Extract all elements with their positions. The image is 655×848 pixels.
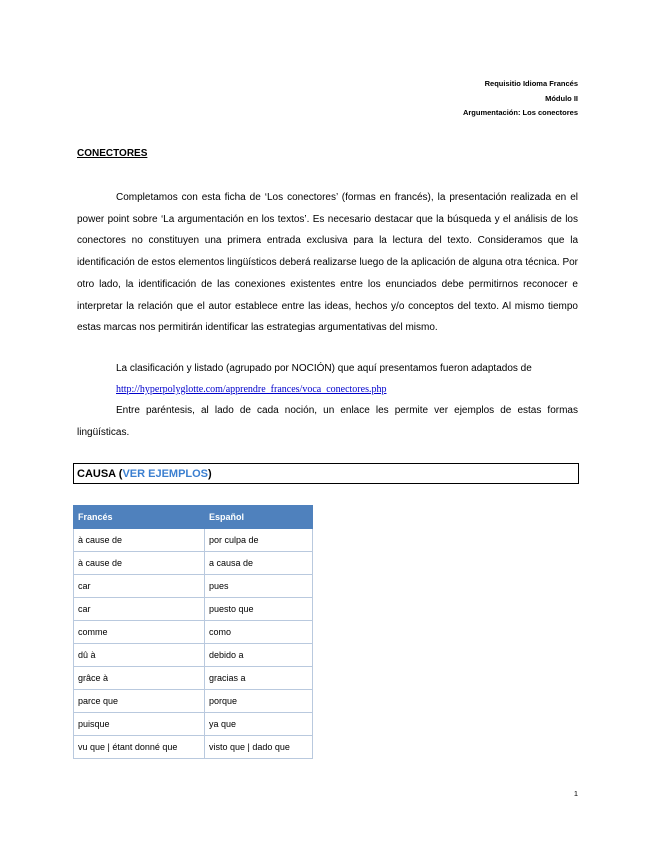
paragraph-text: Completamos con esta ficha de ‘Los conectores’ (formas en francés), la presentación realizada en el power point sobre ‘La argumentación en los textos’. Es necesario destacar que la búsqueda y el análisis de los conectores no constituyen una primera entrada exclusiva para la lectura del texto. Consideramos que la identificación de estos elementos lingüísticos deberá realizarse luego de la aplicación de alguna otra técnica. Por otro lado, la identificación de las conexiones existentes entre los enunciados debe permitirnos reconocer e interpretar la relación que el autor establece entre las ideas, hechos y/o conceptos del texto. Al mismo tiempo estas marcas nos permitirán identificar las estrategias argumentativas del mismo. xyxy=(77,192,578,334)
table-row xyxy=(74,667,313,690)
spanish-cell: a causa de xyxy=(205,552,313,575)
intro-paragraph xyxy=(77,187,578,339)
table-row xyxy=(74,598,313,621)
table-row xyxy=(74,644,313,667)
header-line-2: Módulo II xyxy=(545,93,578,103)
header-line-1: Requisitio Idioma Francés xyxy=(484,79,578,88)
source-link-line xyxy=(77,379,578,401)
table-header-row xyxy=(74,506,313,529)
causa-close: ) xyxy=(208,468,212,480)
column-header-french: Francés xyxy=(74,506,205,529)
table-row xyxy=(74,713,313,736)
header-line-3: Argumentación: Los conectores xyxy=(462,108,578,117)
spanish-cell: porque xyxy=(205,690,313,713)
ver-ejemplos-link[interactable]: VER EJEMPLOS xyxy=(122,468,209,480)
french-cell: à cause de xyxy=(74,552,205,575)
spanish-cell: pues xyxy=(205,575,313,598)
causa-heading-box xyxy=(73,463,579,484)
source-paragraph xyxy=(77,358,578,380)
french-cell: grâce à xyxy=(74,667,205,690)
paragraph-text: Entre paréntesis, al lado de cada noción, un enlace les permite ver ejemplos de estas formas lingüísticas. xyxy=(77,405,578,438)
table-row xyxy=(74,621,313,644)
spanish-cell: visto que | dado que xyxy=(205,736,313,759)
source-link[interactable]: http://hyperpolyglotte.com/apprendre_frances/voca_conectores.php xyxy=(116,384,387,395)
table-row xyxy=(74,529,313,552)
spanish-cell: gracias a xyxy=(205,667,313,690)
french-cell: parce que xyxy=(74,690,205,713)
spanish-cell: debido a xyxy=(205,644,313,667)
french-cell: comme xyxy=(74,621,205,644)
spanish-cell: por culpa de xyxy=(205,529,313,552)
french-cell: car xyxy=(74,598,205,621)
table-row xyxy=(74,575,313,598)
causa-label: CAUSA ( xyxy=(77,468,123,480)
connectors-table xyxy=(73,505,313,759)
table-row xyxy=(74,552,313,575)
column-header-spanish: Español xyxy=(205,506,313,529)
french-cell: puisque xyxy=(74,713,205,736)
page-number: 1 xyxy=(573,789,578,798)
table-row xyxy=(74,736,313,759)
french-cell: car xyxy=(74,575,205,598)
french-cell: à cause de xyxy=(74,529,205,552)
french-cell: vu que | étant donné que xyxy=(74,736,205,759)
section-title: CONECTORES xyxy=(77,148,148,159)
paragraph-text: La clasificación y listado (agrupado por NOCIÓN) que aquí presentamos fueron adaptados de xyxy=(116,363,532,374)
examples-paragraph xyxy=(77,400,578,443)
spanish-cell: puesto que xyxy=(205,598,313,621)
document-header xyxy=(463,77,578,121)
spanish-cell: como xyxy=(205,621,313,644)
french-cell: dû à xyxy=(74,644,205,667)
spanish-cell: ya que xyxy=(205,713,313,736)
table-row xyxy=(74,690,313,713)
